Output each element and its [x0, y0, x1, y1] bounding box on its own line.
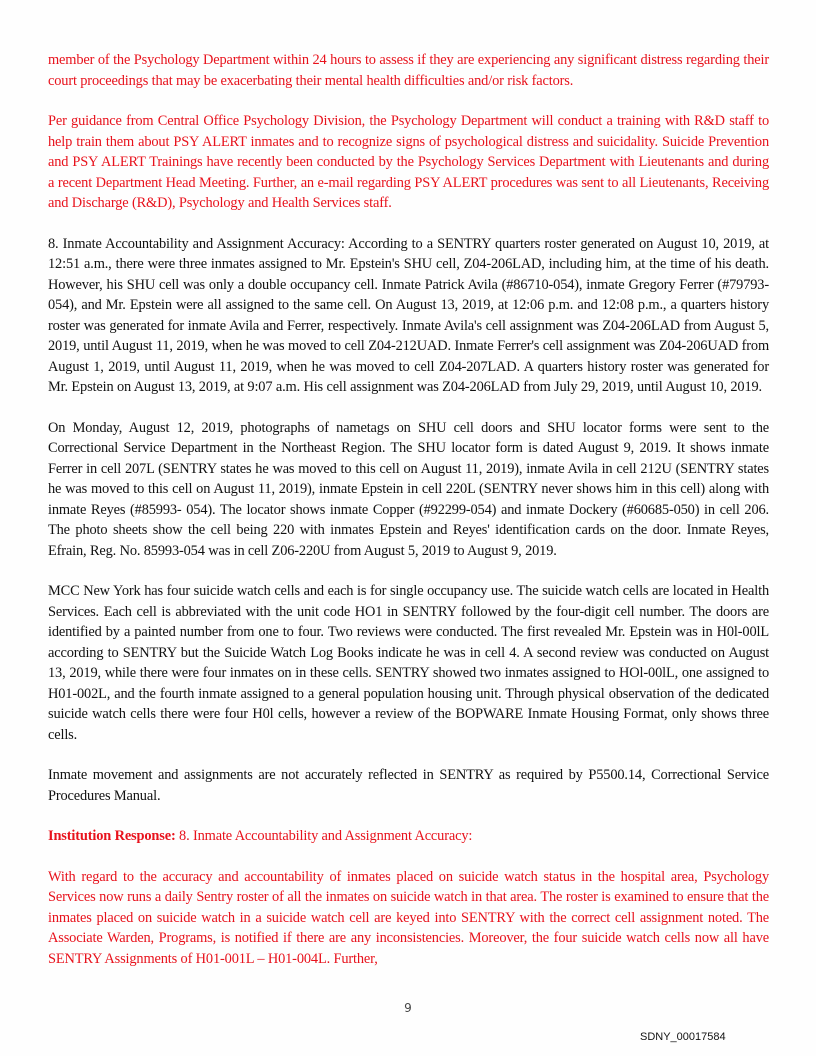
psy-alert-training-paragraph: Per guidance from Central Office Psychology Division, the Psychology Department will conduct a training with R&D staff to help train them about PSY ALERT inmates and to recognize signs of psychological distress and suicidality. Suicide Prevention and PSY ALERT Trainings have recently been conducted by the Psychology Services Department with Lieutenants and during a recent Department Head Meeting. Further, an e-mail regarding PSY ALERT procedures was sent to all Lieutenants, Receiving and Discharge (R&D), Psychology and Health Services staff. [48, 113, 769, 211]
suicide-watch-cells-paragraph: MCC New York has four suicide watch cells and each is for single occupancy use. The suicide watch cells are located in Health Services. Each cell is abbreviated with the unit code HO1 in SENTRY followed by the four-digit cell number. The doors are identified by a painted number from one to four. Two reviews were conducted. The first revealed Mr. Epstein was in H0l-00lL according to SENTRY but the Suicide Watch Log Books indicate he was in cell 4. A second review was conducted on August 13, 2019, while there were four inmates on in these cells. SENTRY showed two inmates assigned to HOl-00lL, one assigned to H01-002L, and the fourth inmate assigned to a general population housing unit. Through physical observation of the dedicated suicide watch cells there were four H0l cells, however a review of the BOPWARE Inmate Housing Format, only shows three cells. [48, 583, 769, 743]
finding-8-paragraph: 8. Inmate Accountability and Assignment Accuracy: According to a SENTRY quarters roster generated on August 10, 2019, at 12:51 a.m., there were three inmates assigned to Mr. Epstein's SHU cell, Z04-206LAD, including him, at the time of his death. However, his SHU cell was only a double occupancy cell. Inmate Patrick Avila (#86710-054), inmate Gregory Ferrer (#79793-054), and Mr. Epstein were all assigned to the same cell. On August 13, 2019, at 12:06 p.m. and 12:08 p.m., a quarters history roster was generated for inmate Avila and Ferrer, respectively. Inmate Avila's cell assignment was Z04-206LAD from August 5, 2019, until August 11, 2019, when he was moved to cell Z04-212UAD. Inmate Ferrer's cell assignment was Z04-206UAD from August 1, 2019, until August 11, 2019, when he was moved to cell Z04-207LAD. A quarters history roster was generated for Mr. Epstein on August 13, 2019, at 9:07 a.m. His cell assignment was Z04-206LAD from July 29, 2019, until August 10, 2019. [48, 235, 769, 395]
psychology-assessment-paragraph: member of the Psychology Department within 24 hours to assess if they are experiencing any significant distress regarding their court proceedings that may be exacerbating their mental health difficulties and/or risk factors. [48, 52, 769, 89]
institution-response-label: Institution Response: [48, 828, 176, 844]
institution-response-paragraph: With regard to the accuracy and accountability of inmates placed on suicide watch status in the hospital area, Psychology Services now runs a daily Sentry roster of all the inmates on suicide watch in that area. The roster is examined to ensure that the inmates placed on suicide watch in a suicide watch cell are keyed into SENTRY with the correct cell assignment noted. The Associate Warden, Programs, is notified if there are any inconsistencies. Moreover, the four suicide watch cells now all have SENTRY Assignments of H01-001L – H01-004L. Further, [48, 868, 769, 967]
shu-locator-paragraph: On Monday, August 12, 2019, photographs of nametags on SHU cell doors and SHU locator forms were sent to the Correctional Service Department in the Northeast Region. The SHU locator form is dated August 9, 2019. It shows inmate Ferrer in cell 207L (SENTRY states he was moved to this cell on August 11, 2019), inmate Avila in cell 212U (SENTRY states he was moved to this cell on August 11, 2019), inmate Epstein in cell 220L (SENTRY never shows him in this cell) along with inmate Reyes (#85993- 054). The locator shows inmate Copper (#92299-054) and inmate Dockery (#60685-050) in cell 206. The photo sheets show the cell being 220 with inmates Epstein and Reyes' identification cards on the door. Inmate Reyes, Efrain, Reg. No. 85993-054 was in cell Z06-220U from August 5, 2019 to August 9, 2019. [48, 419, 769, 559]
institution-response-heading [48, 826, 769, 847]
document-body [48, 50, 769, 989]
page-number: 9 [404, 1001, 412, 1015]
finding-conclusion-paragraph: Inmate movement and assignments are not accurately reflected in SENTRY as required by P5500.14, Correctional Service Procedures Manual. [48, 767, 769, 804]
institution-response-topic: 8. Inmate Accountability and Assignment Accuracy: [175, 828, 473, 844]
bates-number: SDNY_00017584 [640, 1031, 726, 1043]
